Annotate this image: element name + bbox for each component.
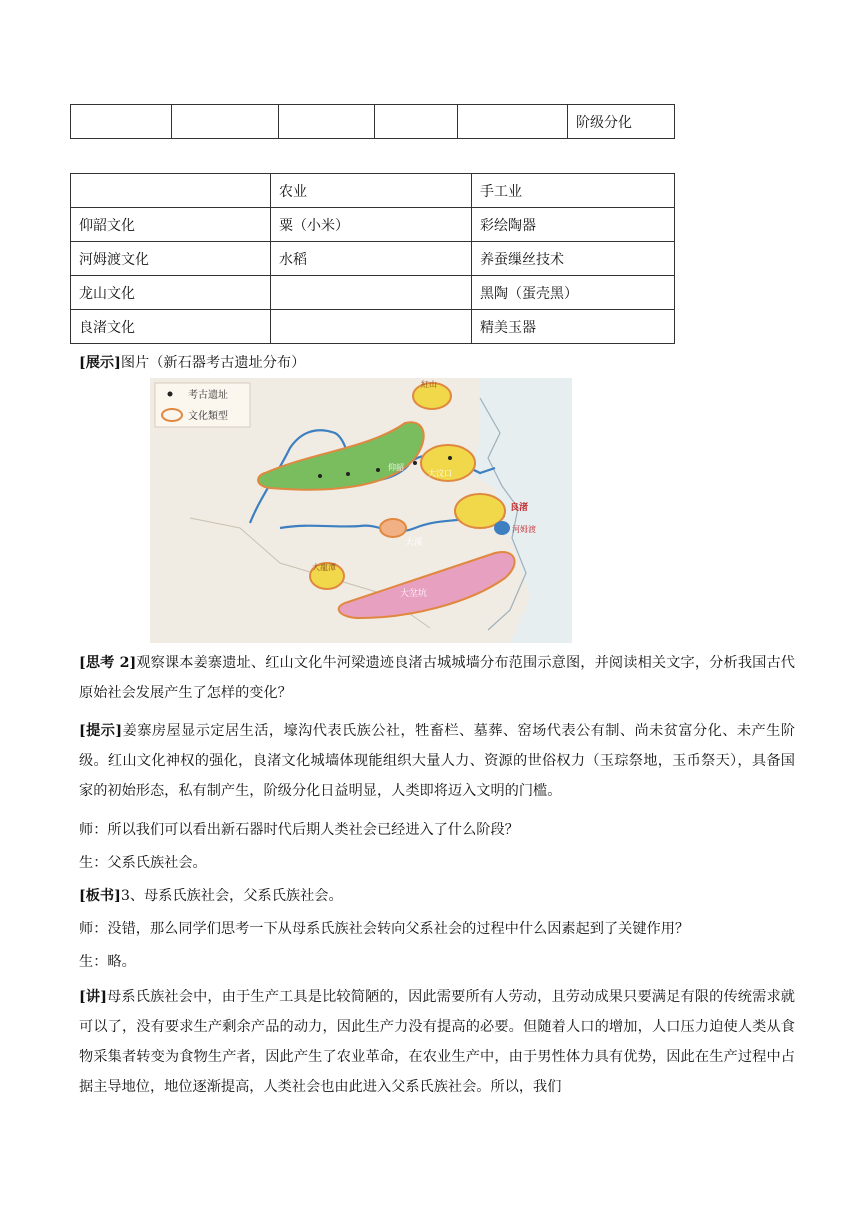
- student-answer-1: 生：父系氏族社会。: [79, 855, 207, 871]
- table-cell: 水稻: [271, 242, 472, 276]
- table-header: [71, 174, 271, 208]
- legend-culture: 文化類型: [188, 411, 228, 422]
- yangshao-label: 仰韶: [388, 463, 404, 472]
- site-dot-icon: [448, 456, 452, 460]
- table-row: [71, 310, 675, 344]
- table-cell: 粟（小米）: [271, 208, 472, 242]
- table-row: [71, 208, 675, 242]
- table-row: [71, 105, 675, 139]
- hint-paragraph: [79, 716, 795, 806]
- lecture-paragraph: [79, 982, 795, 1102]
- table-header-row: [71, 174, 675, 208]
- dawenkou-label: 大汶口: [428, 469, 452, 478]
- board-paragraph: [79, 881, 795, 911]
- table-cell: [458, 105, 568, 139]
- table-cell: 阶级分化: [568, 105, 675, 139]
- hint-tag: [提示]: [79, 723, 123, 739]
- table-header: 手工业: [472, 174, 675, 208]
- table-cell: [271, 276, 472, 310]
- table-header: 农业: [271, 174, 472, 208]
- table-row: [71, 242, 675, 276]
- table-cell: [279, 105, 375, 139]
- lecture-tag: [讲]: [79, 989, 107, 1005]
- hemudu-site-marker: [494, 521, 510, 535]
- site-dot-icon: [376, 468, 380, 472]
- daxi-label: 大溪: [405, 538, 424, 548]
- show-tag: [展示]: [79, 355, 121, 371]
- table-cell: 龙山文化: [71, 276, 271, 310]
- culture-table: [70, 173, 675, 344]
- board-text: 3、母系氏族社会，父系氏族社会。: [120, 888, 343, 904]
- dalongtan-label: 大龍潭: [312, 563, 336, 572]
- table-cell: [71, 105, 172, 139]
- legend-sites: 考古遗址: [188, 390, 228, 401]
- hongshan-label: 紅山: [421, 380, 437, 389]
- show-paragraph: [79, 348, 795, 378]
- table-row: [71, 276, 675, 310]
- site-dot-icon: [168, 392, 173, 397]
- table-cell: 精美玉器: [472, 310, 675, 344]
- table-cell: 黑陶（蛋壳黑）: [472, 276, 675, 310]
- table-cell: 仰韶文化: [71, 208, 271, 242]
- dabenkeng-label: 大坌坑: [400, 589, 428, 599]
- table-cell: 河姆渡文化: [71, 242, 271, 276]
- table-cell: [172, 105, 279, 139]
- student-answer-2: 生：略。: [79, 954, 136, 970]
- table-cell: [375, 105, 458, 139]
- think2-paragraph: [79, 648, 795, 708]
- table-cell: 良渚文化: [71, 310, 271, 344]
- site-dot-icon: [346, 472, 350, 476]
- lecture-text: 母系氏族社会中，由于生产工具是比较简陋的，因此需要所有人劳动，且劳动成果只要满足有限的传统需求就可以了，没有要求生产剩余产品的动力，因此生产力没有提高的必要。但随着人口的增加，人口压力迫使人类从食物采集者转变为食物生产者，因此产生了农业革命，在农业生产中，由于男性体力具有优势，因此在生产过程中占据主导地位，地位逐渐提高，人类社会也由此进入父系氏族社会。所以，我们: [79, 989, 795, 1095]
- show-text: 图片（新石器考古遗址分布）: [120, 355, 306, 371]
- site-dot-icon: [318, 474, 322, 478]
- neolithic-sites-map: [150, 378, 572, 643]
- think2-tag: [思考 2]: [79, 655, 137, 671]
- teacher-question-1: 师：所以我们可以看出新石器时代后期人类社会已经进入了什么阶段？: [79, 822, 519, 838]
- table-cell: 养蚕缫丝技术: [472, 242, 675, 276]
- daxi-culture-region: [380, 519, 406, 537]
- hemudu-label: 河姆渡: [512, 525, 536, 534]
- table-top-fragment: [70, 104, 675, 139]
- think2-text: 观察课本姜寨遗址、红山文化牛河梁遗迹良渚古城城墙分布范围示意图，并阅读相关文字，分析我国古代原始社会发展产生了怎样的变化？: [79, 655, 795, 701]
- table-cell: 彩绘陶器: [472, 208, 675, 242]
- table-cell: [271, 310, 472, 344]
- site-dot-icon: [413, 461, 417, 465]
- board-tag: [板书]: [79, 888, 121, 904]
- liangzhu-label: 良渚: [510, 503, 529, 513]
- teacher-question-2: 师：没错，那么同学们思考一下从母系氏族社会转向父系社会的过程中什么因素起到了关键作用？: [79, 921, 690, 937]
- hint-text: 姜寨房屋显示定居生活，壕沟代表氏族公社，牲畜栏、墓葬、窑场代表公有制、尚未贫富分化、未产生阶级。红山文化神权的强化，良渚文化城墙体现能组织大量人力、资源的世俗权力（玉琮祭地，玉币祭天），具备国家的初始形态，私有制产生，阶级分化日益明显，人类即将迈入文明的门槛。: [79, 723, 795, 799]
